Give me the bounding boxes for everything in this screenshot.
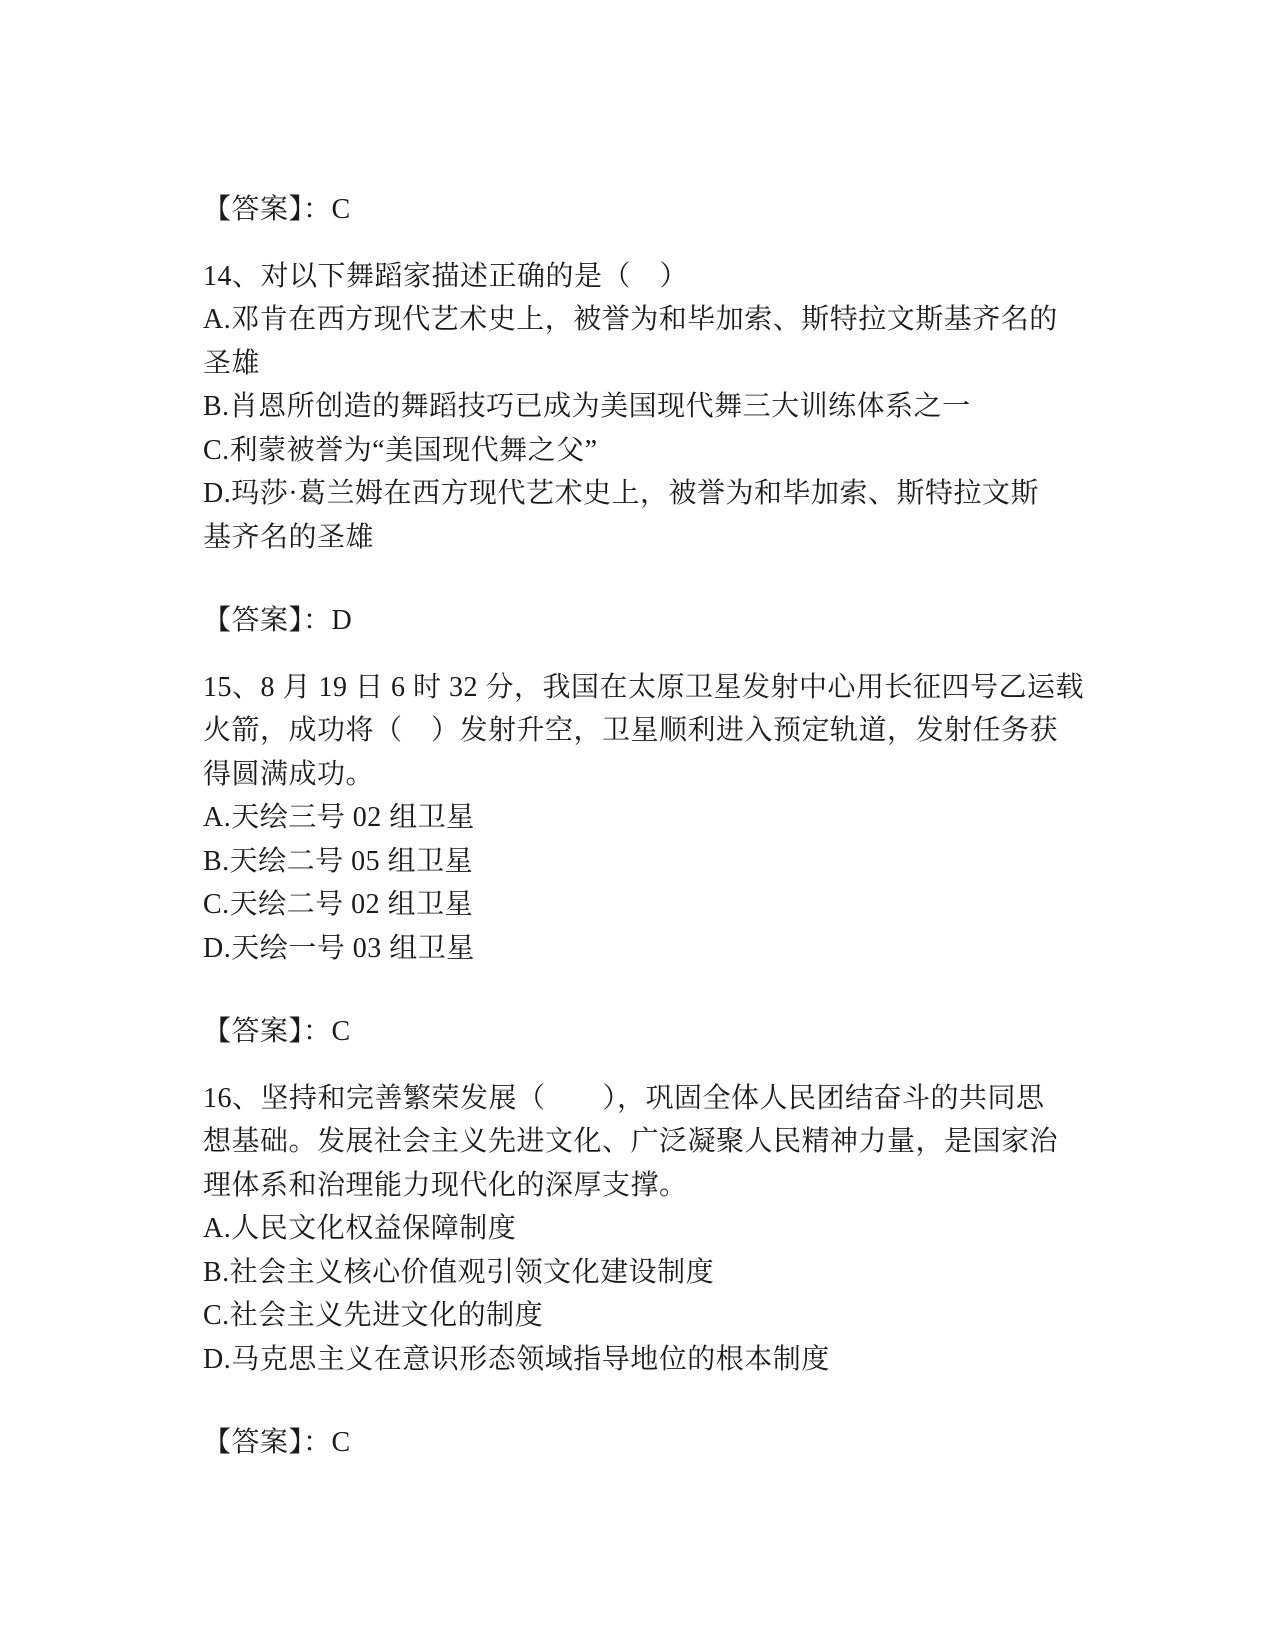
question-text-line: D.马克思主义在意识形态领域指导地位的根本制度 — [203, 1343, 830, 1375]
question-text-line: 圣雄 — [203, 347, 261, 379]
question-text-line: 火箭，成功将（ ）发射升空，卫星顺利进入预定轨道，发射任务获 — [203, 715, 1059, 746]
question-text-line: 想基础。发展社会主义先进文化、广泛凝聚人民精神力量，是国家治 — [203, 1126, 1059, 1157]
question-text-line: A.邓肯在西方现代艺术史上，被誉为和毕加索、斯特拉文斯基齐名的 — [203, 304, 1058, 335]
answer-text-line: 【答案】：C — [203, 1016, 351, 1047]
question-text-line: 14、对以下舞蹈家描述正确的是（ ） — [203, 260, 689, 292]
question-text-line: B.天绘二号 05 组卫星 — [203, 845, 474, 877]
question-text-line: 基齐名的圣雄 — [203, 521, 375, 553]
answer-text-line: 【答案】：C — [203, 194, 351, 225]
document-content — [203, 188, 1095, 1488]
question-text-line: 15、8 月 19 日 6 时 32 分，我国在太原卫星发射中心用长征四号乙运载 — [203, 671, 1085, 703]
question-text-line: C.利蒙被誉为“美国现代舞之父” — [203, 434, 598, 466]
question-text-line: C.天绘二号 02 组卫星 — [203, 889, 474, 920]
answer-block — [203, 1421, 1095, 1465]
question-text-line: A.人民文化权益保障制度 — [203, 1213, 517, 1244]
answer-text-line: 【答案】：C — [203, 1427, 351, 1458]
question-text-line: C.社会主义先进文化的制度 — [203, 1300, 544, 1331]
question-text-line: A.天绘三号 02 组卫星 — [203, 802, 475, 833]
question-text-line: D.玛莎·葛兰姆在西方现代艺术史上，被誉为和毕加索、斯特拉文斯 — [203, 478, 1040, 509]
question-text-line: 理体系和治理能力现代化的深厚支撑。 — [203, 1169, 688, 1201]
question-text-line: B.肖恩所创造的舞蹈技巧已成为美国现代舞三大训练体系之一 — [203, 391, 971, 422]
answer-text-line: 【答案】：D — [203, 605, 353, 636]
answer-block — [203, 1010, 1095, 1054]
question-block — [203, 1077, 1095, 1382]
answer-block — [203, 188, 1095, 232]
question-text-line: D.天绘一号 03 组卫星 — [203, 932, 475, 964]
answer-block — [203, 599, 1095, 643]
question-text-line: B.社会主义核心价值观引领文化建设制度 — [203, 1256, 715, 1288]
question-block — [203, 666, 1095, 971]
question-text-line: 16、坚持和完善繁荣发展（ ），巩固全体人民团结奋斗的共同思 — [203, 1082, 1045, 1114]
question-block — [203, 255, 1095, 560]
question-text-line: 得圆满成功。 — [203, 758, 375, 790]
